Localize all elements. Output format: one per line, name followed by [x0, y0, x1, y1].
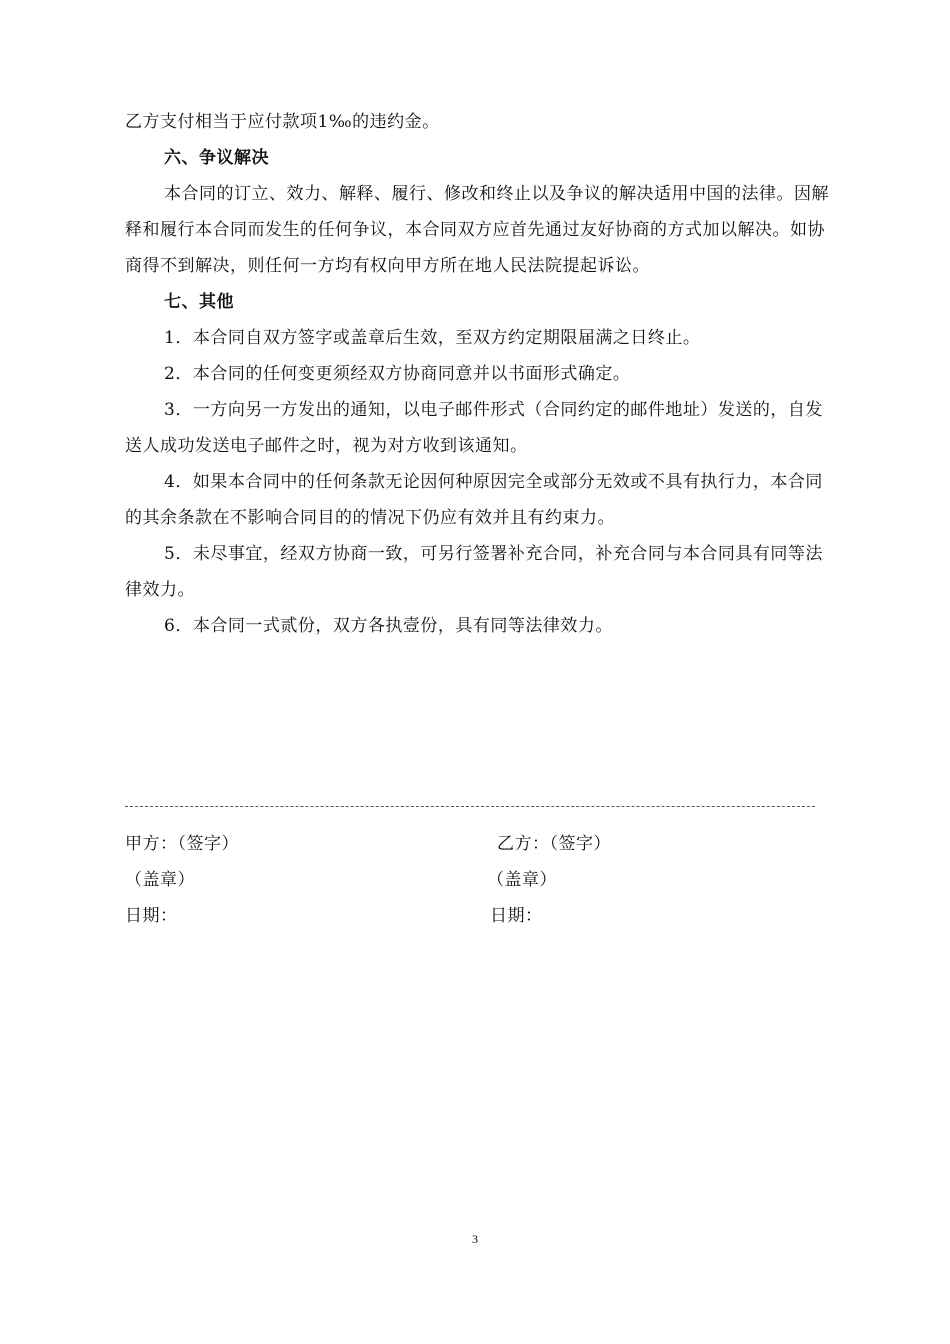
party-b-date-label: 日期： [490, 906, 543, 926]
clause-item-4: 4．如果本合同中的任何条款无论因何种原因完全或部分无效或不具有执行力，本合同的其余条款在不影响合同目的的情况下仍应有效并且有约束力。 [125, 472, 823, 528]
continuation-line: 乙方支付相当于应付款项1‰的违约金。 [125, 112, 440, 132]
party-a-sign-label: 甲方：（签字） [125, 834, 239, 854]
clause-item-5: 5．未尽事宜，经双方协商一致，可另行签署补充合同，补充合同与本合同具有同等法律效力。 [125, 544, 823, 600]
section-6-heading: 六、争议解决 [164, 148, 269, 168]
party-b-seal-label: （盖章） [487, 870, 557, 890]
section-7-heading: 七、其他 [164, 292, 234, 312]
party-a-seal-label: （盖章） [125, 870, 195, 890]
section-6-paragraph: 本合同的订立、效力、解释、履行、修改和终止以及争议的解决适用中国的法律。因解释和履行本合同而发生的任何争议，本合同双方应首先通过友好协商的方式加以解决。如协商得不到解决，则任何一方均有权向甲方所在地人民法院提起诉讼。 [125, 184, 829, 276]
clause-item-3: 3．一方向另一方发出的通知，以电子邮件形式（合同约定的邮件地址）发送的，自发送人成功发送电子邮件之时，视为对方收到该通知。 [125, 400, 823, 456]
party-b-sign-label: 乙方：（签字） [497, 834, 611, 854]
clause-item-1: 1．本合同自双方签字或盖章后生效，至双方约定期限届满之日终止。 [164, 328, 701, 348]
contract-body [125, 104, 835, 644]
page-number: 3 [472, 1232, 478, 1246]
clause-item-2: 2．本合同的任何变更须经双方协商同意并以书面形式确定。 [164, 364, 631, 384]
signature-divider [125, 806, 815, 807]
party-a-date-label: 日期： [125, 906, 178, 926]
clause-item-6: 6．本合同一式贰份，双方各执壹份，具有同等法律效力。 [164, 616, 613, 636]
